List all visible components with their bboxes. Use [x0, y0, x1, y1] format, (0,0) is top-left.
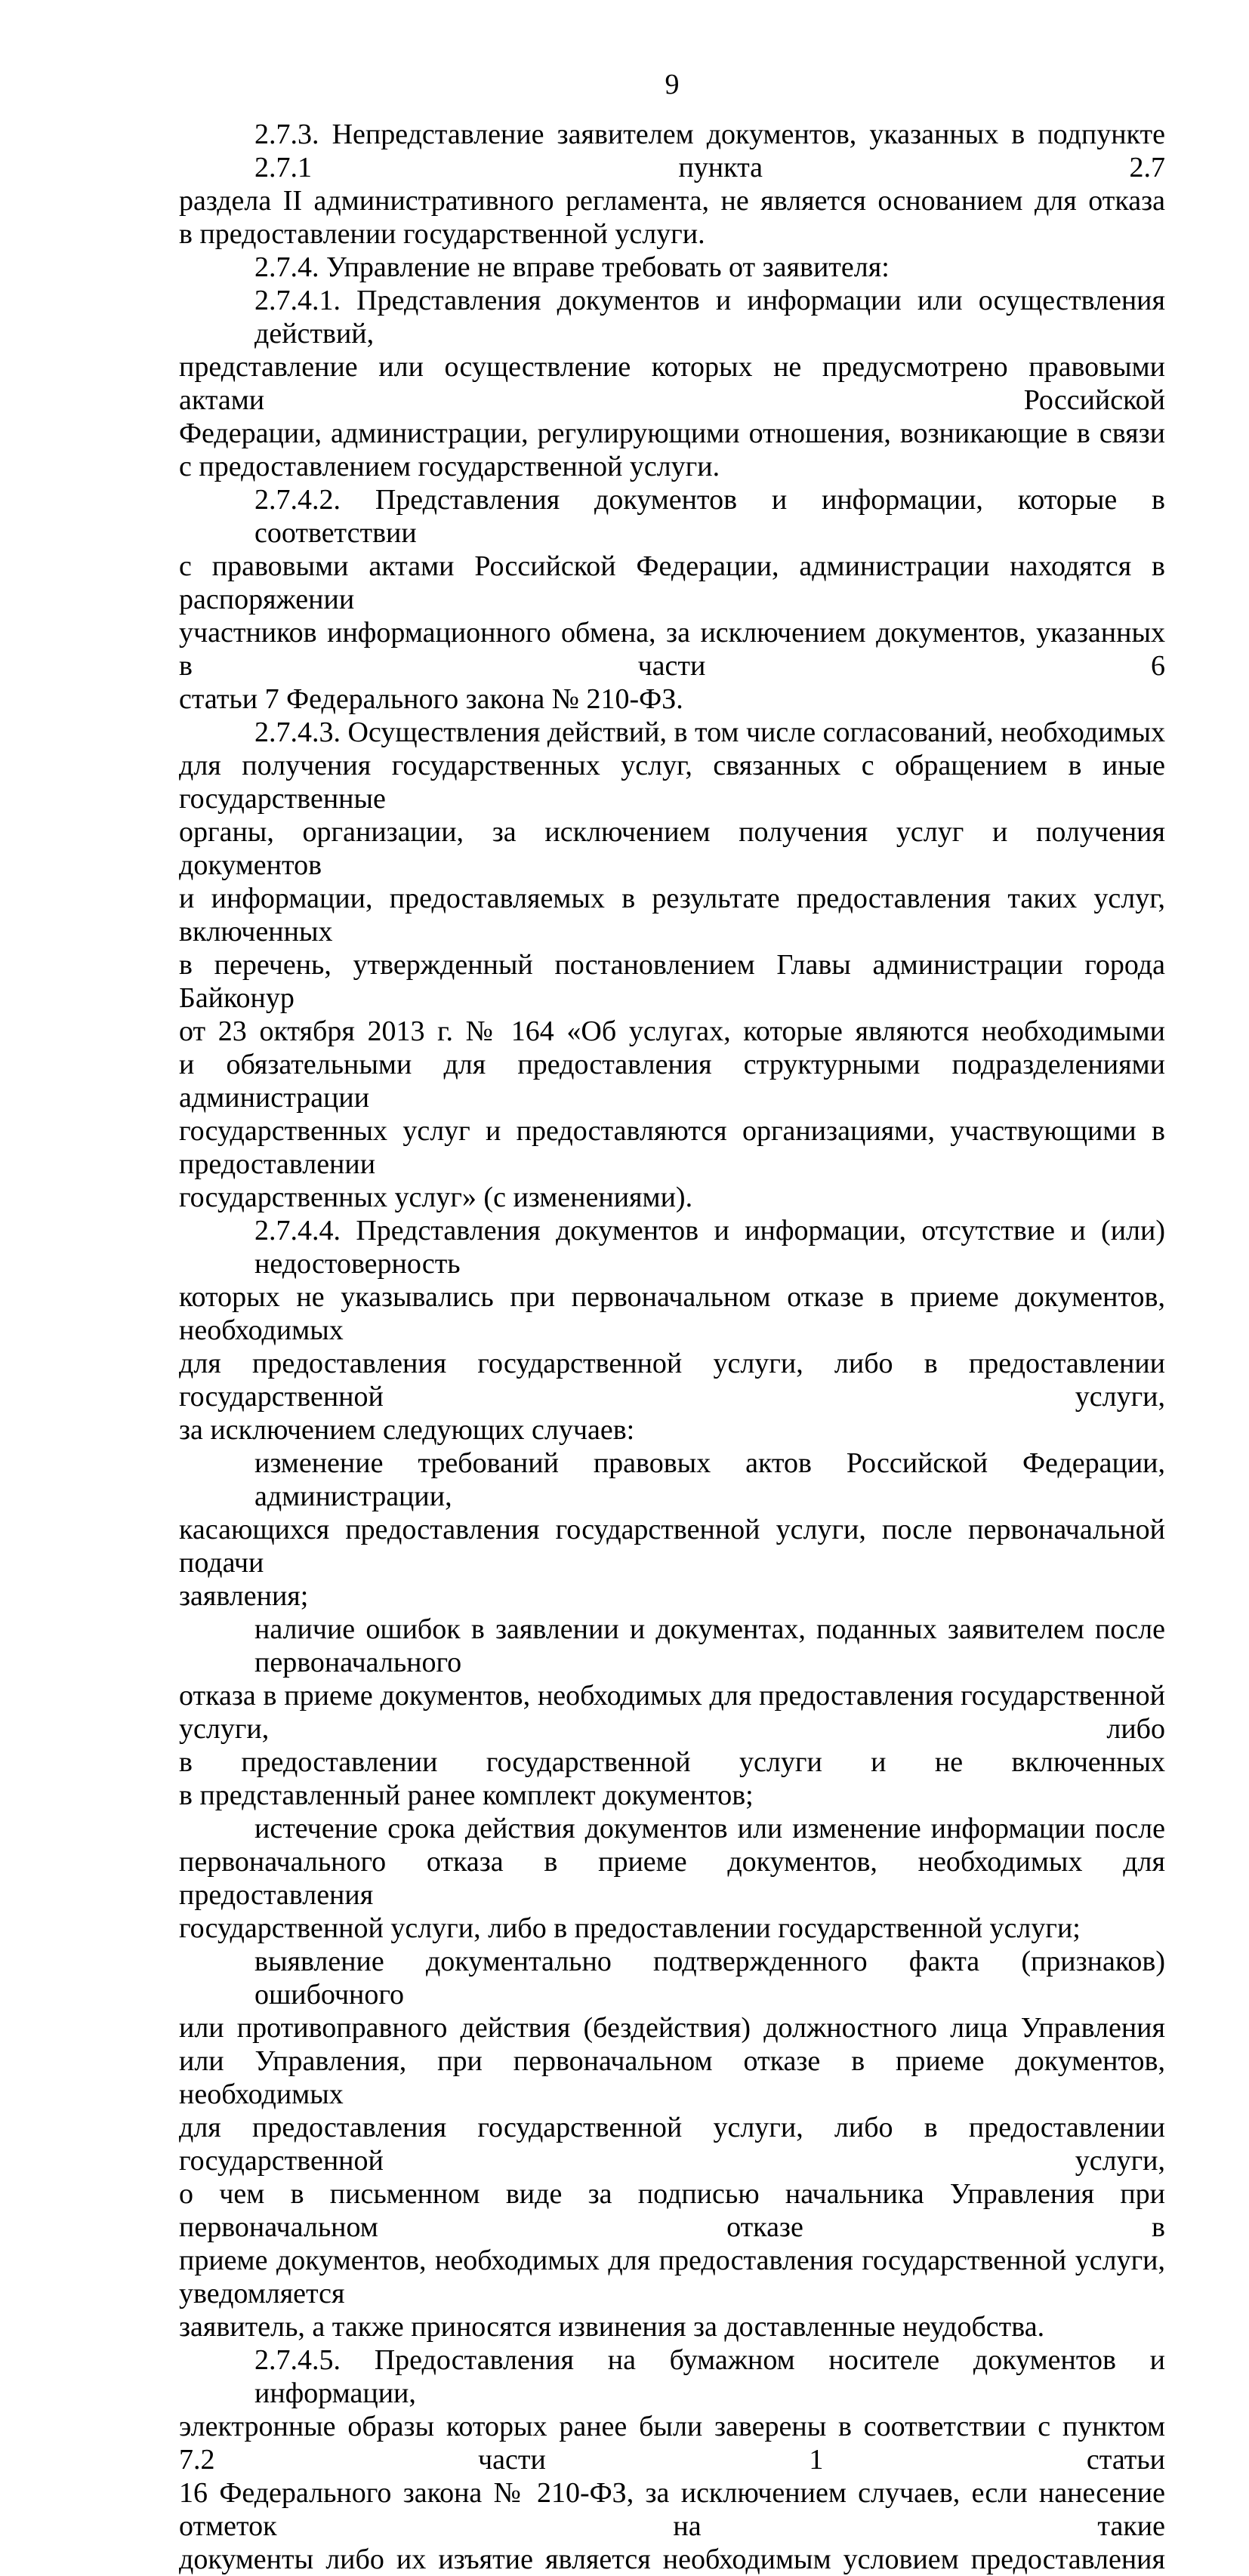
text-line: для предоставления государственной услуги, либо в предоставлении государственной услуги, [179, 1348, 1165, 1413]
text-line: 2.7.4.2. Представления документов и информации, которые в соответствии [254, 484, 1165, 549]
text-line: участников информационного обмена, за исключением документов, указанных в части 6 [179, 617, 1165, 682]
text-line: для получения государственных услуг, связанных с обращением в иные государственные [179, 750, 1165, 815]
text-line: отказа в приеме документов, необходимых для предоставления государственной услуги, либо [179, 1680, 1165, 1745]
text-line: выявление документально подтвержденного факта (признаков) ошибочного [254, 1946, 1165, 2011]
text-line: касающихся предоставления государственной услуги, после первоначальной подачи [179, 1514, 1165, 1579]
text-line: Федерации, администрации, регулирующими отношения, возникающие в связи [179, 418, 1165, 449]
text-line: которых не указывались при первоначальном отказе в приеме документов, необходимых [179, 1281, 1165, 1346]
paragraph [179, 1945, 1165, 2343]
text-line: и обязательными для предоставления структурными подразделениями администрации [179, 1049, 1165, 1114]
page-number: 9 [665, 69, 680, 100]
text-line: статьи 7 Федерального закона № 210-ФЗ. [179, 683, 683, 715]
text-line: в перечень, утвержденный постановлением Главы администрации города Байконур [179, 949, 1165, 1014]
text-line: представление или осуществление которых не предусмотрено правовыми актами Российской [179, 351, 1165, 416]
paragraph [179, 1613, 1165, 1812]
text-line: и информации, предоставляемых в результате предоставления таких услуг, включенных [179, 883, 1165, 948]
text-line: заявления; [179, 1580, 309, 1612]
paragraph [179, 251, 1165, 284]
text-line: заявитель, а также приносятся извинения за доставленные неудобства. [179, 2311, 1045, 2343]
text-line: 2.7.4.5. Предоставления на бумажном носителе документов и информации, [254, 2344, 1165, 2409]
text-line: электронные образы которых ранее были заверены в соответствии с пунктом 7.2 части 1 статьи [179, 2411, 1165, 2476]
text-line: истечение срока действия документов или изменение информации после [254, 1813, 1165, 1844]
text-line: 2.7.4. Управление не вправе требовать от заявителя: [254, 251, 890, 283]
text-line: в предоставлении государственной услуги и не включенных [179, 1746, 1165, 1778]
text-line: 2.7.4.4. Представления документов и информации, отсутствие и (или) недостоверность [254, 1215, 1165, 1280]
document-body [179, 118, 1165, 2576]
text-line: или противоправного действия (бездействия) должностного лица Управления [179, 2012, 1165, 2044]
text-line: с предоставлением государственной услуги. [179, 451, 720, 482]
text-line: или Управления, при первоначальном отказе в приеме документов, необходимых [179, 2045, 1165, 2110]
text-line: органы, организации, за исключением получения услуг и получения документов [179, 816, 1165, 881]
text-line: за исключением следующих случаев: [179, 1414, 635, 1446]
paragraph [179, 1447, 1165, 1613]
text-line: 2.7.4.1. Представления документов и информации или осуществления действий, [254, 285, 1165, 350]
text-line: первоначального отказа в приеме документов, необходимых для предоставления [179, 1846, 1165, 1911]
text-line: государственной услуги, либо в предоставлении государственной услуги; [179, 1912, 1081, 1944]
text-line: государственных услуг» (с изменениями). [179, 1182, 693, 1213]
text-line: наличие ошибок в заявлении и документах, поданных заявителем после первоначального [254, 1613, 1165, 1678]
text-line: в предоставлении государственной услуги. [179, 218, 705, 250]
paragraph [179, 1214, 1165, 1447]
text-line: раздела II административного регламента, не является основанием для отказа [179, 185, 1165, 217]
text-line: от 23 октября 2013 г. № 164 «Об услугах, которые являются необходимыми [179, 1015, 1165, 1047]
paragraph [179, 118, 1165, 251]
text-line: о чем в письменном виде за подписью начальника Управления при первоначальном отказе в [179, 2178, 1165, 2243]
text-line: 2.7.4.3. Осуществления действий, в том числе согласований, необходимых [254, 716, 1165, 748]
text-line: для предоставления государственной услуги, либо в предоставлении государственной услуги, [179, 2112, 1165, 2177]
text-line: документы либо их изъятие является необходимым условием предоставления [179, 2544, 1165, 2575]
paragraph [179, 716, 1165, 1214]
text-line: 2.7.3. Непредставление заявителем документов, указанных в подпункте 2.7.1 пункта 2.7 [254, 119, 1165, 183]
text-line: изменение требований правовых актов Российской Федерации, администрации, [254, 1447, 1165, 1512]
text-line: государственных услуг и предоставляются организациями, участвующими в предоставлении [179, 1115, 1165, 1180]
text-line: 16 Федерального закона № 210-ФЗ, за исключением случаев, если нанесение отметок на такие [179, 2477, 1165, 2542]
text-line: с правовыми актами Российской Федерации, администрации находятся в распоряжении [179, 550, 1165, 615]
text-line: в представленный ранее комплект документов; [179, 1779, 754, 1811]
paragraph [179, 2343, 1165, 2576]
paragraph [179, 1812, 1165, 1945]
text-line: приеме документов, необходимых для предоставления государственной услуги, уведомляется [179, 2245, 1165, 2309]
paragraph [179, 284, 1165, 483]
paragraph [179, 483, 1165, 716]
